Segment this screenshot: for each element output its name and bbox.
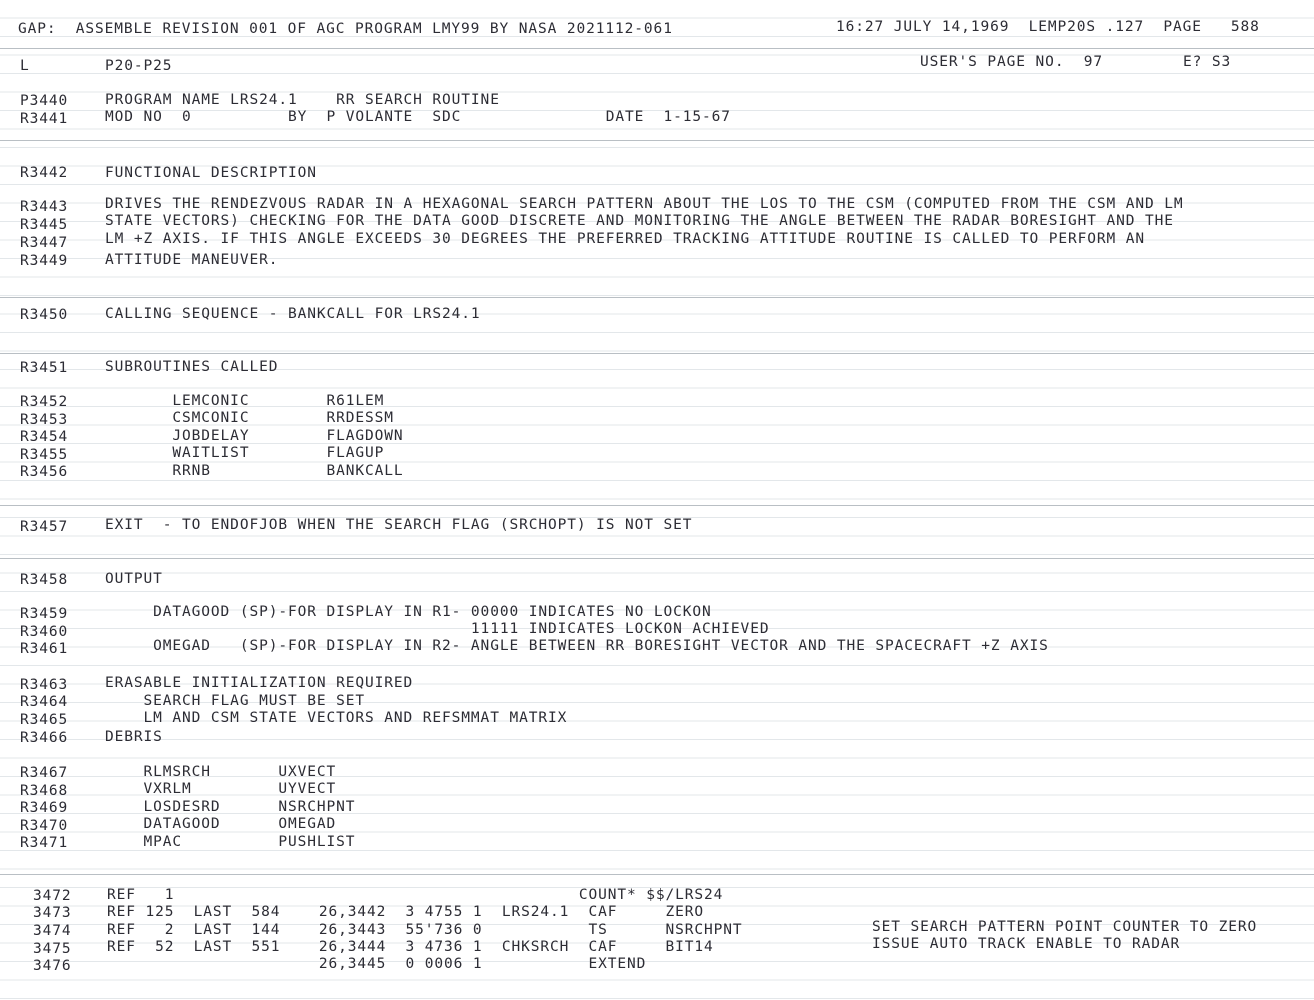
line-number: R3461 <box>20 641 69 657</box>
line-number: R3471 <box>20 835 69 851</box>
line-text: WAITLIST FLAGUP <box>105 445 385 461</box>
page-header-right: 16:27 JULY 14,1969 LEMP20S .127 PAGE 588 <box>836 19 1260 35</box>
line-text: LEMCONIC R61LEM <box>105 393 385 409</box>
line-text: LOSDESRD NSRCHPNT <box>105 799 356 815</box>
line-number: R3458 <box>20 572 69 588</box>
line-number: R3456 <box>20 464 69 480</box>
line-text: DEBRIS <box>105 729 163 745</box>
line-number: P3440 <box>20 93 69 109</box>
line-number: R3465 <box>20 712 69 728</box>
line-text: OMEGAD (SP)-FOR DISPLAY IN R2- ANGLE BETWEEN RR BORESIGHT VECTOR AND THE SPACECRAFT +Z AXIS <box>105 638 1049 654</box>
line-text: RRNB BANKCALL <box>105 463 404 479</box>
line-text: RLMSRCH UXVECT <box>105 764 337 780</box>
code-line-text: REF 52 LAST 551 26,3444 3 4736 1 CHKSRCH CAF BIT14 <box>107 939 714 955</box>
user-page-number: USER'S PAGE NO. 97 <box>920 54 1103 70</box>
line-number: R3441 <box>20 111 69 127</box>
line-number: R3464 <box>20 694 69 710</box>
line-text: VXRLM UYVECT <box>105 781 337 797</box>
code-line-number: 3474 <box>33 923 72 939</box>
line-number: R3469 <box>20 800 69 816</box>
code-comment: ISSUE AUTO TRACK ENABLE TO RADAR <box>872 936 1181 952</box>
line-text: CALLING SEQUENCE - BANKCALL FOR LRS24.1 <box>105 306 481 322</box>
line-number: R3442 <box>20 165 69 181</box>
line-text: PROGRAM NAME LRS24.1 RR SEARCH ROUTINE <box>105 92 500 108</box>
line-text: STATE VECTORS) CHECKING FOR THE DATA GOOD DISCRETE AND MONITORING THE ANGLE BETWEEN THE RADAR BORESIGHT AND THE <box>105 213 1174 229</box>
code-line-text: 26,3445 0 0006 1 EXTEND <box>107 956 647 972</box>
line-text: DRIVES THE RENDEZVOUS RADAR IN A HEXAGONAL SEARCH PATTERN ABOUT THE LOS TO THE CSM (COMPUTED FROM THE CSM AND LM <box>105 196 1184 212</box>
line-number: R3463 <box>20 677 69 693</box>
section-tag: L <box>20 58 30 74</box>
line-number: R3466 <box>20 730 69 746</box>
line-number: R3468 <box>20 783 69 799</box>
line-number: R3467 <box>20 765 69 781</box>
line-number: R3450 <box>20 307 69 323</box>
line-text: OUTPUT <box>105 571 163 587</box>
code-line-number: 3472 <box>33 888 72 904</box>
line-number: R3454 <box>20 429 69 445</box>
line-number: R3443 <box>20 199 69 215</box>
line-text: DATAGOOD (SP)-FOR DISPLAY IN R1- 00000 INDICATES NO LOCKON <box>105 604 712 620</box>
line-number: R3451 <box>20 360 69 376</box>
code-line-number: 3476 <box>33 958 72 974</box>
code-comment: SET SEARCH PATTERN POINT COUNTER TO ZERO <box>872 919 1258 935</box>
code-line-number: 3475 <box>33 941 72 957</box>
line-text: EXIT - TO ENDOFJOB WHEN THE SEARCH FLAG (SRCHOPT) IS NOT SET <box>105 517 693 533</box>
line-text: 11111 INDICATES LOCKON ACHIEVED <box>105 621 770 637</box>
code-line-text: REF 125 LAST 584 26,3442 3 4755 1 LRS24.1 CAF ZERO <box>107 904 705 920</box>
line-text: LM +Z AXIS. IF THIS ANGLE EXCEEDS 30 DEGREES THE PREFERRED TRACKING ATTITUDE ROUTINE IS CALLED TO PERFORM AN <box>105 231 1146 247</box>
code-line-text: REF 1 COUNT* $$/LRS24 <box>107 887 724 903</box>
page-code: E? S3 <box>1183 54 1232 70</box>
line-text: SEARCH FLAG MUST BE SET <box>105 693 366 709</box>
line-number: R3449 <box>20 253 69 269</box>
line-text: CSMCONIC RRDESSM <box>105 410 394 426</box>
line-number: R3452 <box>20 394 69 410</box>
line-number: R3470 <box>20 818 69 834</box>
line-text: MOD NO 0 BY P VOLANTE SDC DATE 1-15-67 <box>105 109 731 125</box>
line-number: R3457 <box>20 519 69 535</box>
line-text: LM AND CSM STATE VECTORS AND REFSMMAT MATRIX <box>105 710 568 726</box>
line-text: JOBDELAY FLAGDOWN <box>105 428 404 444</box>
code-line-text: REF 2 LAST 144 26,3443 55'736 0 TS NSRCHPNT <box>107 922 743 938</box>
line-text: MPAC PUSHLIST <box>105 834 356 850</box>
line-text: ERASABLE INITIALIZATION REQUIRED <box>105 675 414 691</box>
line-number: R3447 <box>20 235 69 251</box>
code-line-number: 3473 <box>33 905 72 921</box>
line-text: SUBROUTINES CALLED <box>105 359 279 375</box>
page-header-left: GAP: ASSEMBLE REVISION 001 OF AGC PROGRAM LMY99 BY NASA 2021112-061 <box>18 21 673 37</box>
line-number: R3455 <box>20 447 69 463</box>
line-number: R3445 <box>20 217 69 233</box>
line-text: ATTITUDE MANEUVER. <box>105 252 279 268</box>
line-text: DATAGOOD OMEGAD <box>105 816 337 832</box>
line-number: R3460 <box>20 624 69 640</box>
routine-range: P20-P25 <box>105 58 173 74</box>
line-number: R3459 <box>20 606 69 622</box>
line-text: FUNCTIONAL DESCRIPTION <box>105 165 317 181</box>
line-number: R3453 <box>20 412 69 428</box>
